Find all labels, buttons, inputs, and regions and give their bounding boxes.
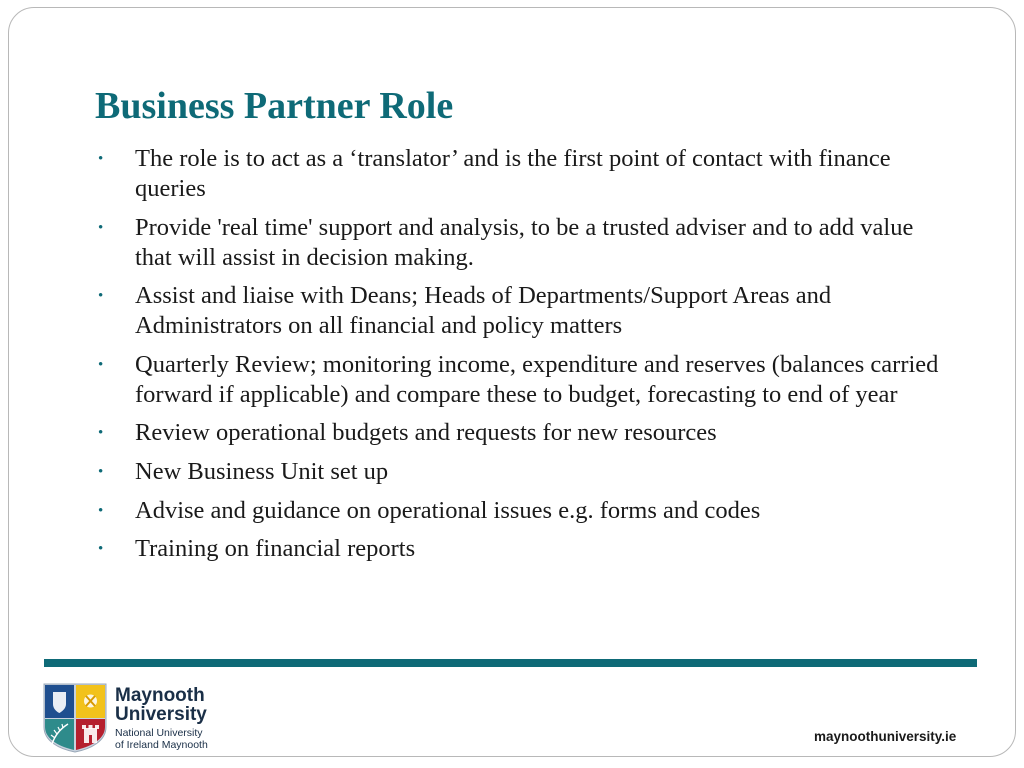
logo-name-line1: Maynooth xyxy=(115,684,205,706)
bullet-marker: • xyxy=(98,151,104,167)
bullet-text: The role is to act as a ‘translator’ and is the first point of contact with finance queries xyxy=(135,145,891,202)
slide-title: Business Partner Role xyxy=(95,85,454,127)
bullet-text: Training on financial reports xyxy=(135,535,416,563)
bullet-item xyxy=(95,281,945,341)
bullet-marker: • xyxy=(98,356,104,373)
bullet-text: Quarterly Review; monitoring income, expenditure and reserves (balances carried forward if applicable) and compare these to budget, forecasting to end of year xyxy=(135,350,939,408)
website-link[interactable]: maynoothuniversity.ie xyxy=(814,729,957,744)
bullet-marker: • xyxy=(98,425,104,442)
university-logo xyxy=(43,683,208,753)
bullet-item xyxy=(95,457,945,487)
bullet-text: Assist and liaise with Deans; Heads of Departments/Support Areas and Administrators on all financial and policy matters xyxy=(135,282,832,340)
logo-subtitle-line2: of Ireland Maynooth xyxy=(115,738,208,751)
logo-wordmark xyxy=(115,686,208,751)
bullet-item xyxy=(95,534,945,564)
bullet-marker: • xyxy=(98,463,104,480)
bullet-item xyxy=(95,213,945,273)
bullet-text: Provide 'real time' support and analysis, to be a trusted adviser and to add value that will assist in decision making. xyxy=(135,213,914,271)
footer-divider xyxy=(44,659,977,667)
bullet-item xyxy=(95,496,945,526)
logo-name-line2: University xyxy=(115,703,207,725)
bullet-list xyxy=(95,144,945,573)
bullet-marker: • xyxy=(98,219,104,236)
university-crest-icon xyxy=(43,683,107,753)
bullet-text: New Business Unit set up xyxy=(135,457,389,485)
bullet-text: Advise and guidance on operational issues e.g. forms and codes xyxy=(135,496,761,524)
bullet-marker: • xyxy=(98,288,104,305)
bullet-text: Review operational budgets and requests for new resources xyxy=(135,419,717,447)
bullet-item xyxy=(95,144,945,204)
logo-subtitle-line1: National University xyxy=(115,726,203,739)
slide xyxy=(8,7,1016,757)
bullet-marker: • xyxy=(98,541,104,558)
bullet-item xyxy=(95,418,945,448)
bullet-item xyxy=(95,350,945,410)
bullet-marker: • xyxy=(98,502,104,519)
